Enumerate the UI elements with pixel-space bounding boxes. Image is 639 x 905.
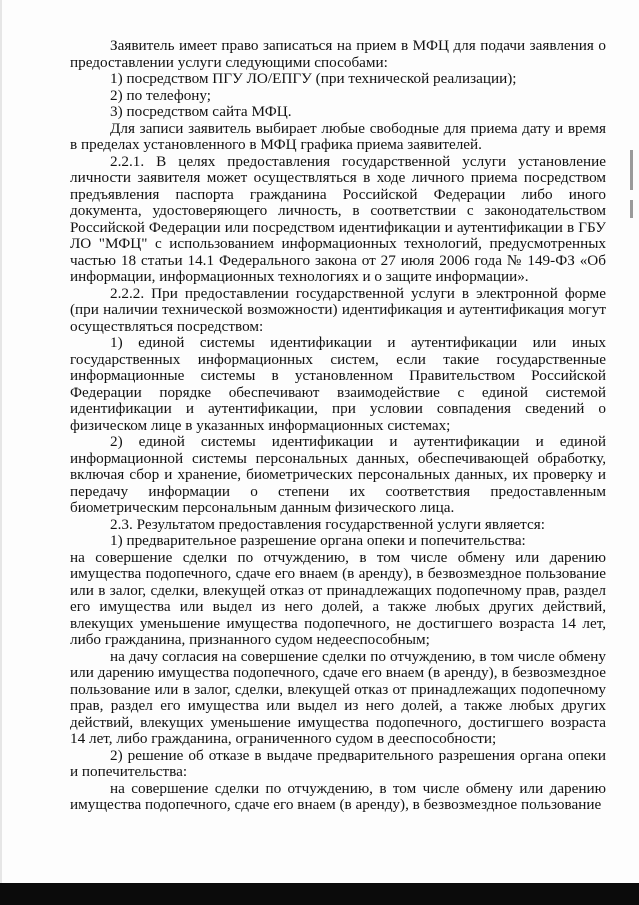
list-item: 1) единой системы идентификации и аутентификации или иных государственных информационных систем, если такие государственные информационные системы в установленном Правительством Российской Федерации порядке обеспечивают взаимодействие с единой системой идентификации и аутентификации, при условии совпадения сведений о физическом лице в указанных информационных системах; <box>70 334 606 434</box>
paragraph: Заявитель имеет право записаться на прием в МФЦ для подачи заявления о предоставлении услуги следующими способами: <box>70 37 606 71</box>
list-item: 2) решение об отказе в выдаче предварительного разрешения органа опеки и попечительства: <box>70 746 606 780</box>
paragraph: на совершение сделки по отчуждению, в том числе обмену или дарению имущества подопечного, сдаче его внаем (в аренду), в безвозмездное пользование или в залог, сделки, влекущей отказ от принадлежащих подопечному прав, раздел его имущества или выдел из него долей, а также любых других действий, влекущих уменьшение имущества подопечного, не достигшего возраста 14 лет, либо гражданина, признанного судом недееспособным; <box>70 548 606 648</box>
scan-artifact <box>630 200 633 218</box>
list-item: 3) посредством сайта МФЦ. <box>110 103 292 120</box>
paragraph-2-2-1: 2.2.1. В целях предоставления государственной услуги установление личности заявителя может осуществляться в ходе личного приема посредством предъявления паспорта гражданина Российской Федерации либо иного документа, удостоверяющего личность, в соответствии с законодательством Российской Федерации или посредством идентификации и аутентификации в ГБУ ЛО "МФЦ" с использованием информационных технологий, предусмотренных частью 18 статьи 14.1 Федерального закона от 27 июля 2006 года № 149-ФЗ «Об информации, информационных технологиях и о защите информации». <box>70 152 606 285</box>
paragraph: Для записи заявитель выбирает любые свободные для приема дату и время в пределах установленного в МФЦ графика приема заявителей. <box>70 119 606 153</box>
document-body <box>70 38 606 814</box>
list-item: 2) по телефону; <box>110 86 212 104</box>
paragraph-2-2-2: 2.2.2. При предоставлении государственной услуги в электронной форме (при наличии технической возможности) идентификация и аутентификация могут осуществляться посредством: <box>70 284 606 335</box>
scan-bottom-border <box>0 883 639 905</box>
scan-left-edge <box>0 0 2 905</box>
paragraph-2-3: 2.3. Результатом предоставления государственной услуги является: <box>110 515 545 533</box>
paragraph: на дачу согласия на совершение сделки по отчуждению, в том числе обмену или дарению имущества подопечного, сдаче его внаем (в аренду), в безвозмездное пользование или в залог, сделки, влекущей отказ от принадлежащих подопечному прав, раздел его имущества или выдел из него долей, а также любых других действий, влекущих уменьшение имущества подопечного, достигшего возраста 14 лет, либо гражданина, ограниченного судом в дееспособности; <box>70 647 606 747</box>
paragraph: на совершение сделки по отчуждению, в том числе обмену или дарению имущества подопечного, сдаче его внаем (в аренду), в безвозмездное пользование <box>70 779 606 813</box>
list-item: 2) единой системы идентификации и аутентификации и единой информационной системы персональных данных, обеспечивающей обработку, включая сбор и хранение, биометрических персональных данных, их проверку и передачу информации о степени их соответствия предоставленным биометрическим персональным данным физического лица. <box>70 433 606 516</box>
scan-artifact <box>630 150 633 190</box>
list-item: 1) посредством ПГУ ЛО/ЕПГУ (при технической реализации); <box>110 70 517 87</box>
list-item: 1) предварительное разрешение органа опеки и попечительства: <box>110 532 526 549</box>
